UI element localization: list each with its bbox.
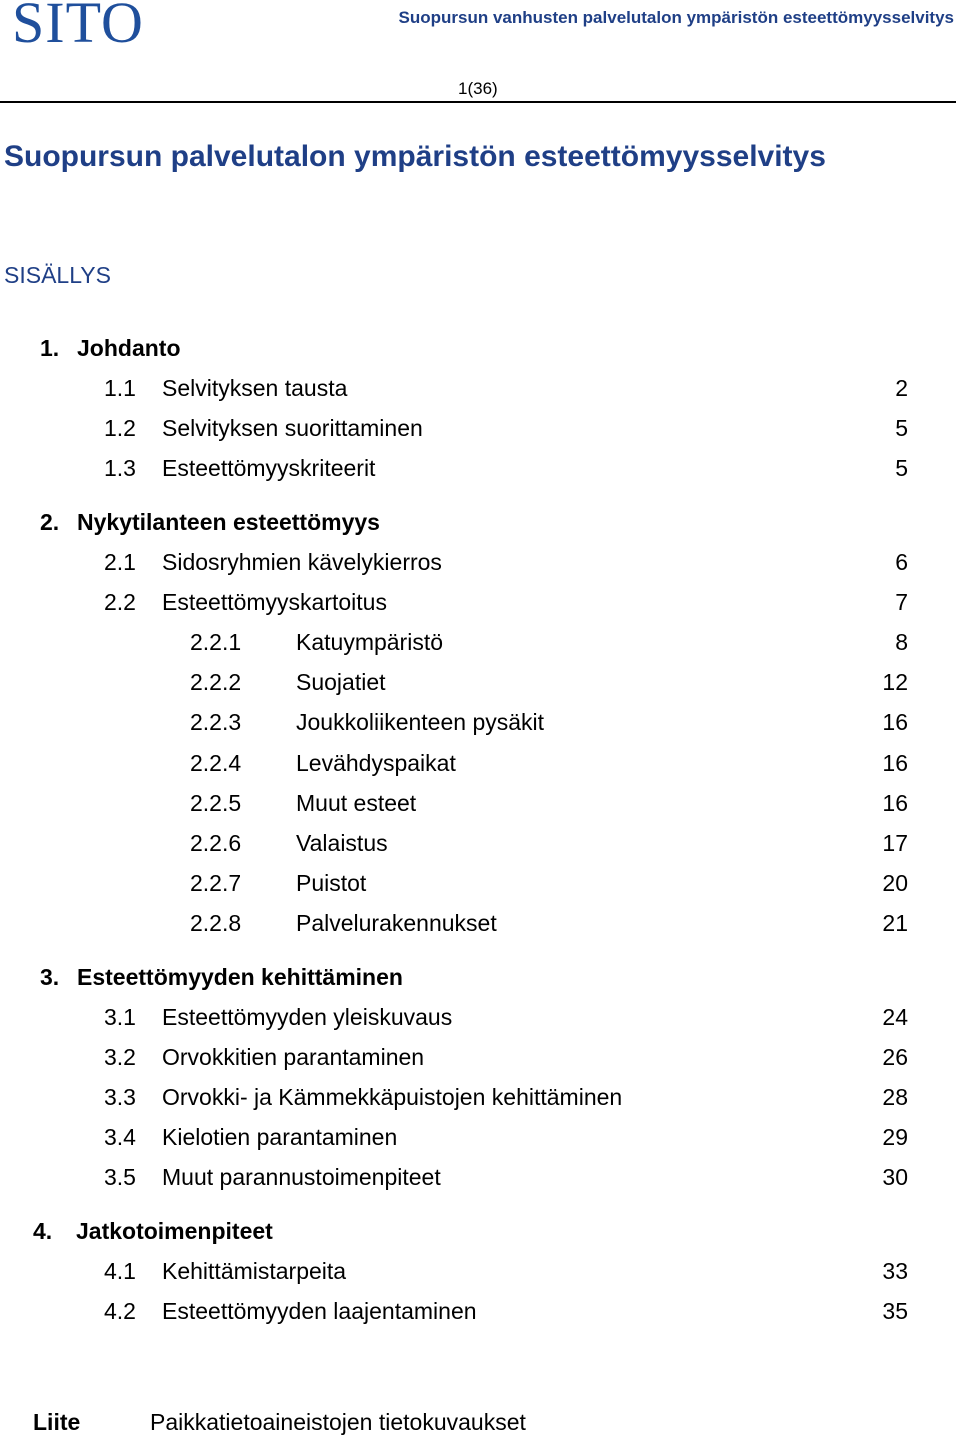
toc-entry-number: 1.3	[104, 455, 136, 481]
toc-entry-title: Esteettömyyden laajentaminen	[162, 1298, 477, 1324]
toc-entry-title: Kehittämistarpeita	[162, 1258, 347, 1284]
toc-subentry-title: Muut esteet	[296, 790, 417, 816]
toc-subentry-page: 20	[882, 870, 908, 896]
toc-entry-page: 28	[882, 1084, 908, 1110]
toc-section-title: Jatkotoimenpiteet	[76, 1218, 273, 1244]
page-number: 1(36)	[458, 79, 498, 98]
header-divider	[0, 101, 956, 103]
toc-entry-title: Selvityksen tausta	[162, 375, 348, 401]
toc-subentry-page: 21	[882, 910, 908, 936]
toc-section-number: 3.	[40, 964, 60, 990]
toc-entry-page: 6	[895, 549, 908, 575]
toc-subentry-page: 12	[882, 669, 908, 695]
toc-subentry-number: 2.2.6	[190, 830, 242, 856]
toc-section-number: 2.	[40, 509, 60, 535]
running-header: Suopursun vanhusten palvelutalon ympäristön esteettömyysselvitys	[398, 8, 954, 27]
toc-entry-number: 3.2	[104, 1044, 136, 1070]
toc-entry-number: 1.1	[104, 375, 136, 401]
toc-section-title: Esteettömyyden kehittäminen	[77, 964, 403, 990]
toc-entry-page: 24	[882, 1004, 908, 1030]
toc-subentry-number: 2.2.2	[190, 669, 242, 695]
toc-subentry-number: 2.2.1	[190, 629, 242, 655]
toc-section-title: Johdanto	[77, 335, 181, 361]
toc-entry-title: Kielotien parantaminen	[162, 1124, 398, 1150]
toc-subentry-page: 16	[882, 790, 908, 816]
toc-subentry-title: Katuympäristö	[296, 629, 444, 655]
toc-entry-number: 2.2	[104, 589, 136, 615]
toc-entry-title: Selvityksen suorittaminen	[162, 415, 423, 441]
toc-entry-number: 3.1	[104, 1004, 136, 1030]
toc-entry-number: 2.1	[104, 549, 136, 575]
toc-entry-title: Sidosryhmien kävelykierros	[162, 549, 442, 575]
toc-entry-title: Orvokkitien parantaminen	[162, 1044, 425, 1070]
toc-subentry-number: 2.2.5	[190, 790, 242, 816]
toc-entry-page: 30	[882, 1164, 908, 1190]
toc-entry-page: 5	[895, 455, 908, 481]
toc-entry-title: Orvokki- ja Kämmekkäpuistojen kehittäminen	[162, 1084, 623, 1110]
toc-entry-page: 2	[895, 375, 908, 401]
toc-subentry-title: Puistot	[296, 870, 367, 896]
toc-entry-title: Esteettömyyskriteerit	[162, 455, 376, 481]
appendix-title: Paikkatietoaineistojen tietokuvaukset	[150, 1409, 526, 1435]
toc-subentry-title: Suojatiet	[296, 669, 386, 695]
appendix-label: Liite	[33, 1409, 81, 1435]
toc-section-number: 4.	[33, 1218, 53, 1244]
toc-entry-number: 4.2	[104, 1298, 136, 1324]
toc-entry-title: Muut parannustoimenpiteet	[162, 1164, 441, 1190]
toc-subentry-page: 17	[882, 830, 908, 856]
toc-subentry-page: 16	[882, 709, 908, 735]
toc-entry-number: 1.2	[104, 415, 136, 441]
toc-entry-title: Esteettömyyskartoitus	[162, 589, 387, 615]
toc-subentry-title: Valaistus	[296, 830, 388, 856]
toc-entry-number: 3.3	[104, 1084, 136, 1110]
toc-section-title: Nykytilanteen esteettömyys	[77, 509, 380, 535]
toc-subentry-number: 2.2.4	[190, 750, 242, 776]
toc-subentry-number: 2.2.8	[190, 910, 242, 936]
toc-entry-number: 4.1	[104, 1258, 136, 1284]
toc-entry-page: 26	[882, 1044, 908, 1070]
toc-entry-page: 7	[895, 589, 908, 615]
toc-heading: SISÄLLYS	[4, 262, 111, 288]
toc-entry-title: Esteettömyyden yleiskuvaus	[162, 1004, 453, 1030]
toc-subentry-title: Palvelurakennukset	[296, 910, 497, 936]
toc-subentry-number: 2.2.3	[190, 709, 242, 735]
toc-subentry-title: Levähdyspaikat	[296, 750, 456, 776]
sito-logo: SITO	[12, 0, 144, 55]
toc-section-number: 1.	[40, 335, 60, 361]
toc-subentry-page: 16	[882, 750, 908, 776]
toc-entry-page: 33	[882, 1258, 908, 1284]
toc-entry-page: 5	[895, 415, 908, 441]
toc-entry-number: 3.5	[104, 1164, 136, 1190]
toc-subentry-title: Joukkoliikenteen pysäkit	[296, 709, 545, 735]
toc-entry-page: 35	[882, 1298, 908, 1324]
toc-subentry-page: 8	[895, 629, 908, 655]
toc-subentry-number: 2.2.7	[190, 870, 242, 896]
toc-entry-page: 29	[882, 1124, 908, 1150]
document-title: Suopursun palvelutalon ympäristön esteettömyysselvitys	[4, 140, 826, 173]
toc-entry-number: 3.4	[104, 1124, 136, 1150]
